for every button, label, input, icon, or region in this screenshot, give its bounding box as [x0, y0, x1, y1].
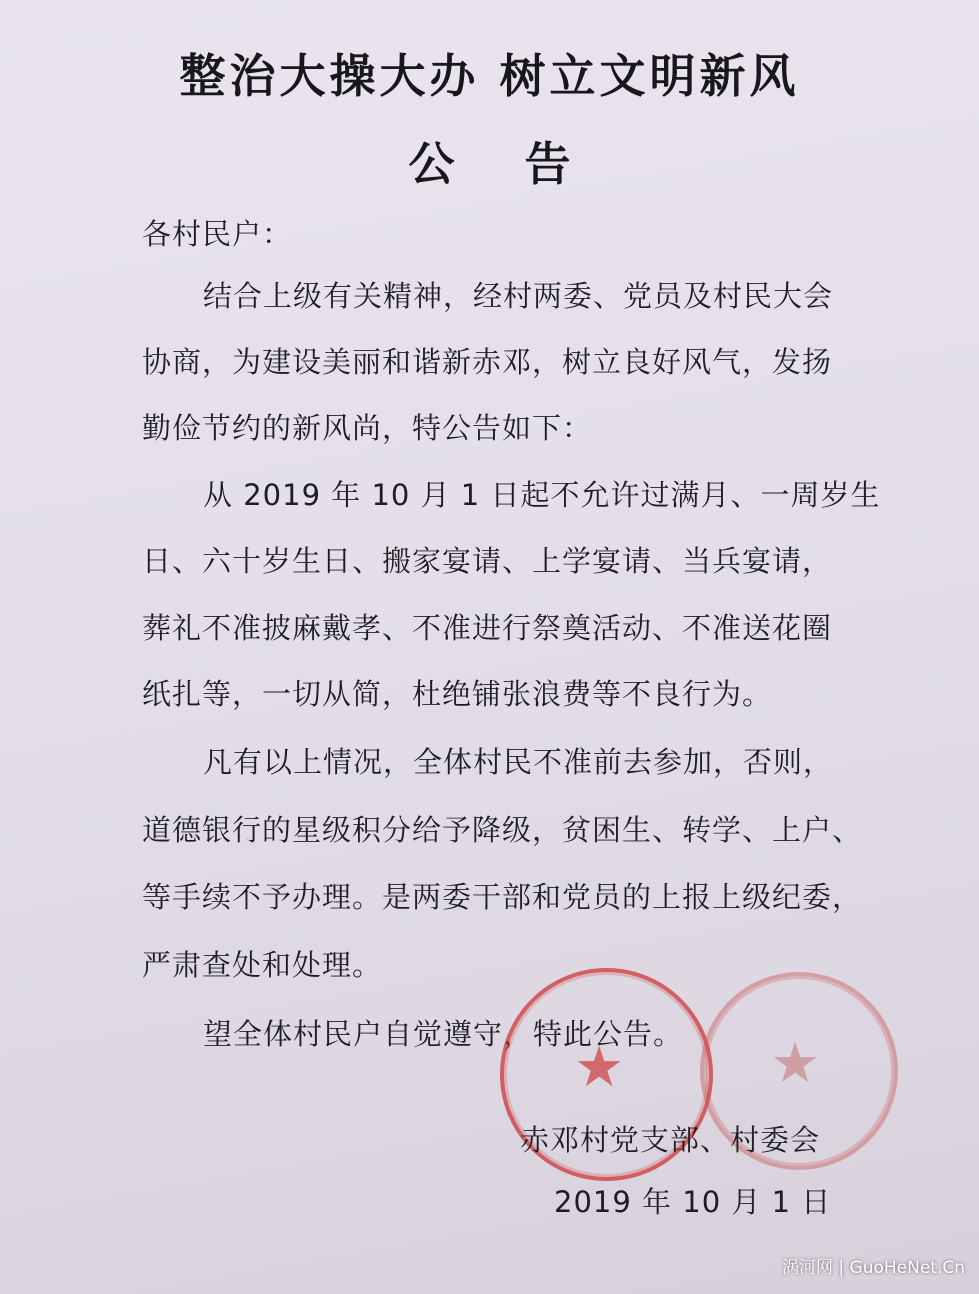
body-line: 从 2019 年 10 月 1 日起不允许过满月、一周岁生: [203, 478, 881, 512]
body-line: 结合上级有关精神，经村两委、党员及村民大会: [203, 279, 834, 313]
body-line: 道德银行的星级积分给予降级，贫困生、转学、上户、: [142, 813, 863, 847]
body-line: 等手续不予办理。是两委干部和党员的上报上级纪委，: [142, 880, 863, 914]
body-line: 凡有以上情况，全体村民不准前去参加，否则，: [203, 745, 834, 779]
signature: 赤邓村党支部、村委会: [520, 1123, 821, 1157]
body-line: 纸扎等，一切从简，杜绝铺张浪费等不良行为。: [142, 677, 773, 711]
body-line: 日、六十岁生日、搬家宴请、上学宴请、当兵宴请，: [142, 544, 833, 578]
notice-title: 整治大操大办 树立文明新风: [179, 49, 800, 103]
seal-star-icon: ★: [770, 1031, 821, 1096]
body-line: 望全体村民户自觉遵守，特此公告。: [203, 1017, 684, 1051]
notice-heading: 公告: [408, 137, 641, 191]
notice-date: 2019 年 10 月 1 日: [554, 1185, 832, 1219]
body-line: 葬礼不准披麻戴孝、不准进行祭奠活动、不准送花圈: [142, 611, 833, 645]
body-line: 勤俭节约的新风尚，特公告如下：: [142, 411, 593, 445]
body-line: 严肃查处和处理。: [142, 948, 383, 982]
body-line: 协商，为建设美丽和谐新赤邓，树立良好风气，发扬: [142, 345, 833, 379]
site-watermark: 涡河网 | GuoHeNet.Cn: [781, 1258, 965, 1278]
seal-star-icon: ★: [574, 1035, 625, 1100]
salutation: 各村民户：: [142, 217, 293, 251]
